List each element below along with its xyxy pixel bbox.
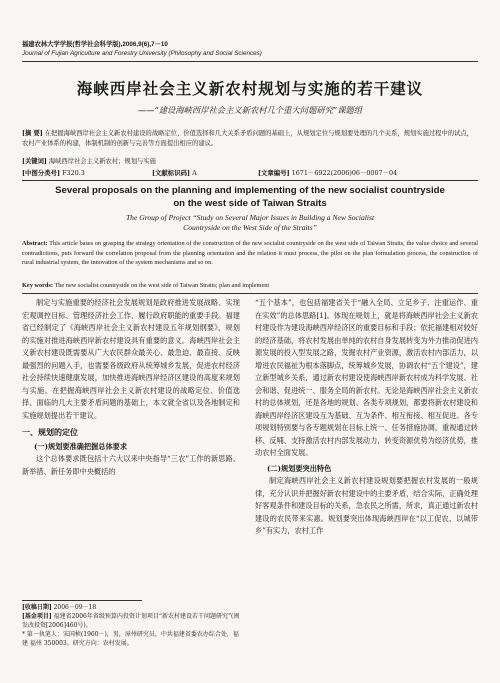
english-abstract-label: Abstract:: [22, 240, 48, 247]
section1-paragraph: 这个总体要求既包括十六大以来中央指导“三农”工作的新思路、新举措、新任务即中央概括的: [22, 454, 240, 476]
english-keywords-text: The new socialist countryside on the west side of Taiwan Straits; plan and implement: [54, 282, 270, 289]
english-authors: [0, 213, 500, 233]
journal-header: [22, 40, 262, 58]
fund-label: [基金项目]: [22, 613, 52, 620]
abstract-label: [摘 要]: [22, 130, 43, 137]
english-abstract: [22, 239, 478, 268]
article-number-label: [文章编号]: [258, 169, 290, 177]
english-keywords: [22, 281, 478, 291]
section-heading-1: 一、规划的定位: [22, 427, 78, 437]
keywords-text: 海峡西岸社会主义新农村；规划与实施: [48, 158, 156, 165]
header-rule: [22, 61, 478, 62]
left-column: [22, 297, 240, 478]
english-title: [0, 185, 500, 210]
chinese-keywords: [22, 157, 478, 167]
meta-rule: [22, 180, 478, 181]
english-title-line2: on the west side of Taiwan Straits: [173, 197, 327, 209]
right-column: [255, 297, 478, 538]
paper-title: 海峡西岸社会主义新农村规划与实施的若干建议: [76, 79, 424, 98]
chinese-abstract: [22, 129, 478, 148]
received-label: [收稿日期]: [22, 604, 52, 611]
right-paragraph-1: “五个基本”，也包括福建省关于“融入全局、立足乡子、注重运作、重在实效”的总体思路[1]。体现在规划上，就是将海峡西岸社会主义新农村建设作为建设海峡西岸经济区的重要目标和手段；依托福建相对较好的经济基础，将农村发展由单纯的农村自身发展转变为外力推动促进内源发展的投入型发展之路，发掘农村产业资源，激活农村内部活力，以增进农民福祉为根本落脚点，统筹城乡发展，协调农村“五个建设”，建立新型城乡关系，通过新农村建设使海峡西岸新农村成为科学发展、社会和谐、促进统一、服务全局的新农村。无论是海峡西岸社会主义新农村的总体规划，还是各地的规划、各类专项规划，都要将新农村建设和海峡西岸经济区建设互为基础、互为条件、相互衔接、相互促进。各专项规划特别要与各专题规划在目标上统一、任务措施协调，重视通过转移、反哺、支持激活农村内部发展动力，转变资源优势为经济优势，推动农村全面发展。: [255, 298, 478, 457]
keywords-label: [关键词]: [22, 158, 47, 165]
doc-code-label: [文献标识码]: [152, 169, 191, 177]
subsection-heading-1: (一)规划要准确把握总体要求: [34, 441, 128, 451]
received-date: 2006－09－18: [53, 604, 97, 611]
intro-paragraph: 制定与实施重要的经济社会发展规划是政府推进发展战略、实现宏观调控目标、管理经济社会工作、履行政府职能的重要手段。福建省已经制定了《海峡西岸社会主义新农村建设五年规划纲要》，规划的实施对推进海峡西岸新农村建设具有重要的意义。海峡西岸社会主义新农村建设既需要从广大农民群众最关心、最急迫、最直接、反映最强烈的问题入手，也需要各级政府从统筹城乡发展，促进农村经济社会持续快速健康发展，加快推进海峡西岸经济区建设的高度来规划与实施。在把握海峡西岸社会主义新农村建设的战略定位、价值选择、面临的几大主要矛盾问题的基础上，本文就全省以及各地制定和实施规划提出若干建议。: [22, 298, 240, 420]
author-note: * 第一执笔人：宋国桢(1960－)，男，漳州研究员，中共福建省委农办综合处，福建 福州 350003。研究方向：农村发展。: [22, 631, 239, 647]
english-title-line1: Several proposals on the planning and implementing of the new socialist countryside: [55, 185, 445, 196]
clc-label: [中图分类号]: [22, 169, 61, 177]
footnote-rule: [22, 600, 142, 601]
right-paragraph-2: 制定海峡西岸社会主义新农村建设规划要把握农村发展的一般规律，充分认识并把握好新农村建设中的主要矛盾，结合实际，正确处理好客观条件和建设目标的关系，急农民之所需，所求，真正通过新农村建设的农民带来实惠。规划要突出体现海峡西岸在“以工促农、以城带乡”有实力，农村工作: [255, 476, 478, 535]
doc-code-value: A: [192, 169, 197, 177]
abstract-text: 在把握海峡西岸社会主义新农村建设的战略定位、价值选择和几大关系矛盾问题的基础上，从规划定位与规划要处理的几个关系，规划实施过程中的试点，农村产业体系的构建，体制机制的创新与完善等方面提出相应的建议。: [22, 130, 473, 147]
english-authors-line2: Countryside on the West Side of the Straits”: [183, 223, 317, 232]
journal-citation: 福建农林大学学报(哲学社会科学版),2006,9(6),7－10: [22, 41, 168, 48]
abstract-rule: [22, 293, 478, 294]
english-abstract-text: This article bases on grasping the strategy orientation of the construction of the new socialist countryside on the west side of Taiwan Straits, the value choice and several contradictions, puts forward the correlation proposal from the planning orientation and the relation it must process, the pilot on the plan formulation process, the construction of rural industrial system, the innovation of the system mechanisms and so on.: [22, 240, 478, 266]
english-keywords-label: Key words:: [22, 282, 53, 289]
article-number-value: 1671－6922(2006)06－0007－04: [291, 169, 398, 177]
footnote: [22, 603, 240, 648]
english-authors-line1: The Group of Project “Study on Several Major Issues in Building a New Socialist: [125, 213, 375, 222]
subsection-heading-2: (二)规划要突出特色: [267, 463, 332, 473]
paper-subtitle: ——“建设海峡西岸社会主义新农村几个重大问题研究”课题组: [137, 105, 363, 115]
clc-value: F320.3: [62, 169, 85, 177]
journal-english-name: Journal of Fujian Agriculture and Forestry University (Philosophy and Social Sciences): [22, 50, 262, 57]
classification-line: [22, 168, 478, 178]
fund-text: 福建省2006年省级预算内投资计划项目“新农村建设若干问题研究”(闽发改投资[2006]460号)。: [22, 613, 240, 629]
